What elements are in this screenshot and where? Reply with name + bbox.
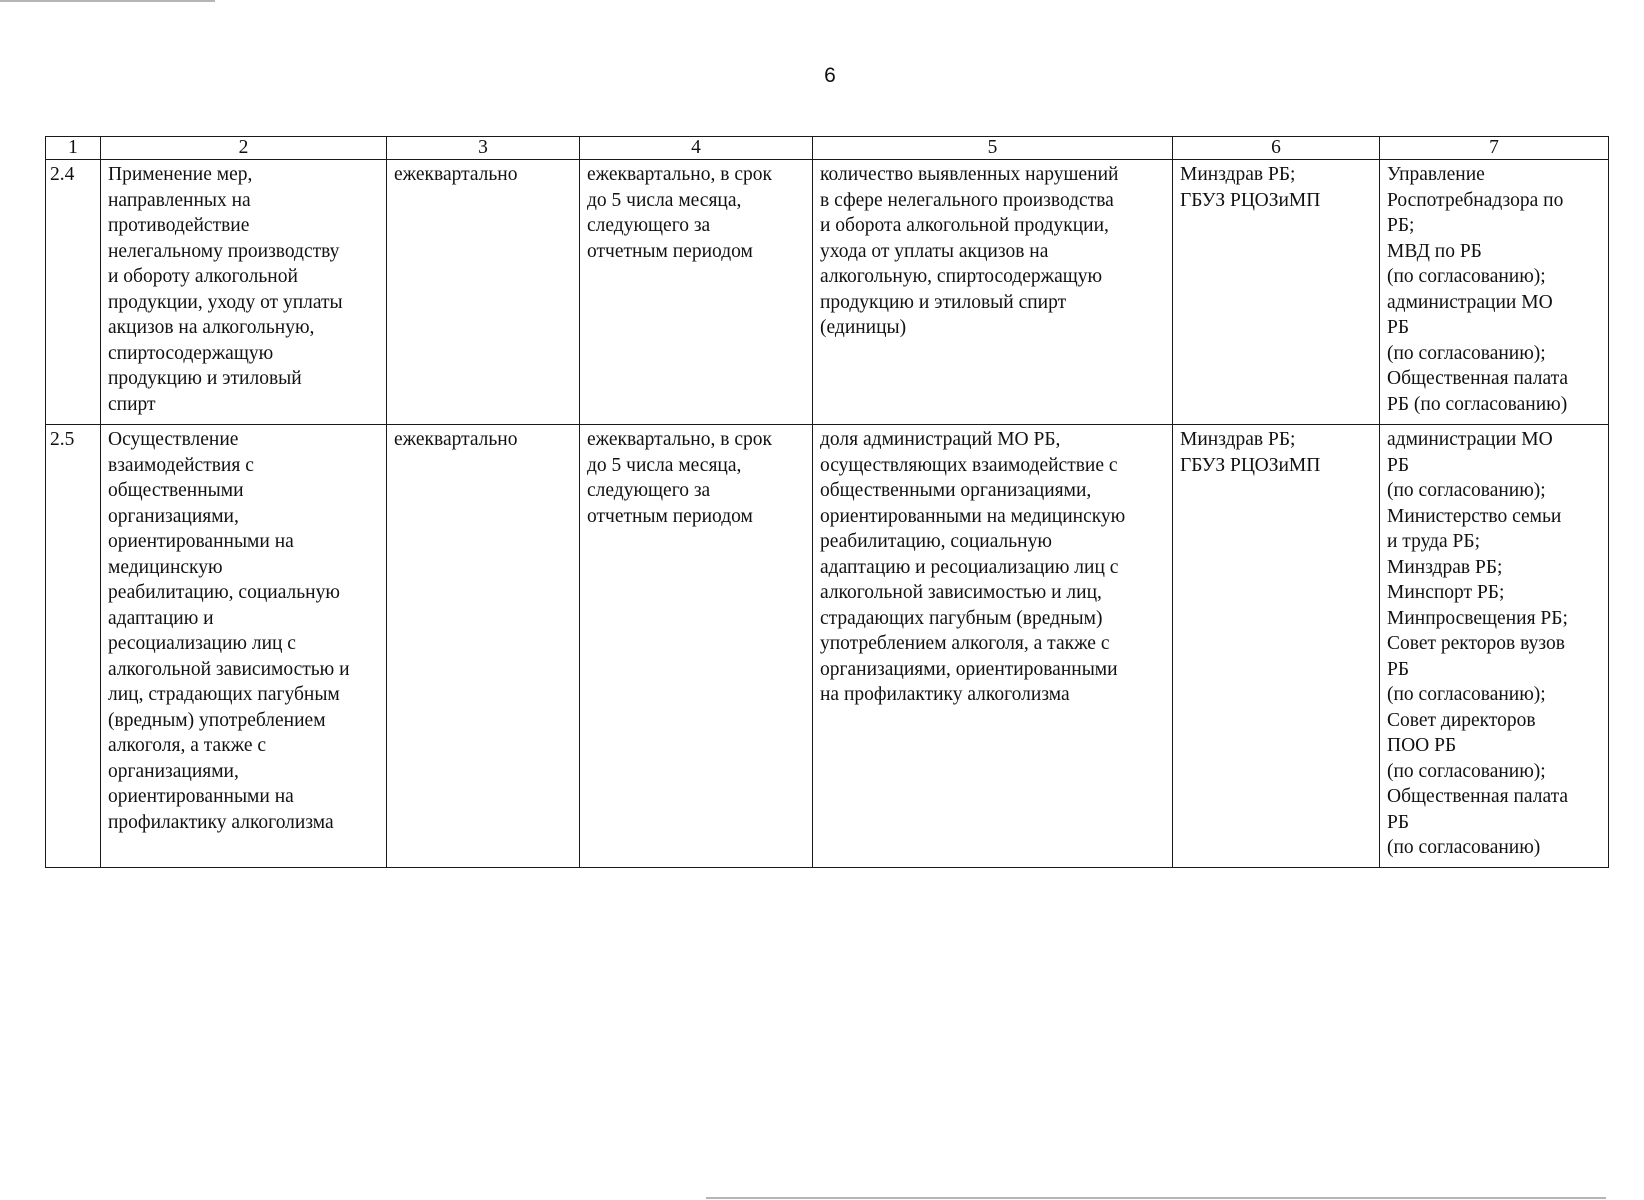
- cell-text-line: организациями,: [108, 760, 239, 782]
- table-row: [46, 160, 1609, 425]
- cell-text-line: Управление: [1387, 164, 1485, 185]
- column-number-header: 1: [46, 137, 101, 160]
- cell-text-line: и обороту алкогольной: [108, 266, 298, 287]
- cell-text-line: Совет ректоров вузов: [1387, 633, 1565, 654]
- cell-text-line: РБ: [1387, 317, 1410, 338]
- cell-text-line: РБ: [1387, 658, 1410, 680]
- cell-text-line: РБ;: [1387, 215, 1415, 236]
- cell-text-line: РБ: [1387, 454, 1410, 476]
- cell-text-line: общественными: [108, 480, 244, 501]
- cell-text-line: в сфере нелегального производства: [820, 189, 1114, 211]
- item-number: 2.4: [46, 160, 101, 425]
- cell-text-line: Общественная палата: [1387, 786, 1569, 807]
- responsible-cell: [1173, 425, 1380, 868]
- cell-text-line: алкогольную, спиртосодержащую: [820, 266, 1103, 287]
- cell-text-line: алкогольной зависимостью и: [108, 658, 350, 680]
- cell-text-line: (по согласованию);: [1387, 684, 1546, 705]
- header-row: [46, 137, 1609, 160]
- cell-text-line: до 5 числа месяца,: [587, 454, 742, 476]
- cell-text-line: (по согласованию);: [1387, 266, 1546, 287]
- cell-text-line: доля администраций МО РБ,: [820, 429, 1061, 450]
- cell-text-line: взаимодействия с: [108, 454, 254, 476]
- cell-text-line: ориентированными на: [108, 531, 294, 552]
- cell-text-line: реабилитацию, социальную: [108, 582, 340, 603]
- cell-text-line: ежеквартально, в срок: [587, 429, 772, 450]
- cell-text-line: профилактику алкоголизма: [108, 811, 334, 833]
- cell-text-line: Минпросвещения РБ;: [1387, 607, 1568, 629]
- cell-text-line: продукцию и этиловый спирт: [820, 291, 1067, 313]
- cell-text-line: администрации МО: [1387, 429, 1553, 450]
- cell-text-line: следующего за: [587, 480, 711, 501]
- measure-cell: [101, 425, 387, 868]
- cell-text-line: (по согласованию);: [1387, 342, 1546, 364]
- partners-cell: [1380, 160, 1609, 425]
- measures-table: [45, 136, 1609, 868]
- scan-edge-mark: [0, 0, 215, 2]
- cell-text-line: ежеквартально: [394, 429, 518, 450]
- cell-text-line: МВД по РБ: [1387, 240, 1482, 262]
- cell-text-line: ухода от уплаты акцизов на: [820, 240, 1049, 262]
- cell-text-line: акцизов на алкогольную,: [108, 317, 315, 338]
- column-number-header: 4: [580, 137, 813, 160]
- cell-text-line: ориентированными на медицинскую: [820, 505, 1126, 527]
- deadline-cell: [580, 425, 813, 868]
- cell-text-line: (по согласованию): [1387, 837, 1541, 858]
- cell-text-line: (по согласованию);: [1387, 480, 1546, 501]
- table-row: [46, 425, 1609, 868]
- cell-text-line: на профилактику алкоголизма: [820, 684, 1070, 705]
- cell-text-line: Минздрав РБ;: [1180, 429, 1296, 450]
- cell-text-line: осуществляющих взаимодействие с: [820, 454, 1118, 476]
- cell-text-line: (единицы): [820, 317, 907, 338]
- deadline-cell: [580, 160, 813, 425]
- column-number-header: 2: [101, 137, 387, 160]
- indicator-cell: [813, 160, 1173, 425]
- cell-text-line: продукцию и этиловый: [108, 368, 302, 389]
- cell-text-line: общественными организациями,: [820, 480, 1092, 501]
- cell-text-line: направленных на: [108, 189, 251, 211]
- cell-text-line: адаптацию и ресоциализацию лиц с: [820, 556, 1119, 578]
- cell-text-line: алкоголя, а также с: [108, 735, 267, 756]
- page-number: 6: [824, 64, 836, 87]
- cell-text-line: Министерство семьи: [1387, 505, 1562, 527]
- cell-text-line: отчетным периодом: [587, 505, 753, 527]
- table-header: [46, 137, 1609, 160]
- cell-text-line: страдающих пагубным (вредным): [820, 607, 1103, 629]
- cell-text-line: Совет директоров: [1387, 709, 1536, 731]
- cell-text-line: адаптацию и: [108, 607, 214, 629]
- cell-text-line: ПОО РБ: [1387, 735, 1457, 756]
- cell-text-line: Осуществление: [108, 429, 239, 450]
- cell-text-line: медицинскую: [108, 556, 223, 578]
- scan-edge-mark: [706, 1197, 1606, 1199]
- item-number: 2.5: [46, 425, 101, 868]
- cell-text-line: Роспотребнадзора по: [1387, 189, 1564, 211]
- measure-cell: [101, 160, 387, 425]
- partners-cell: [1380, 425, 1609, 868]
- cell-text-line: ориентированными на: [108, 786, 294, 807]
- column-number-header: 3: [387, 137, 580, 160]
- cell-text-line: Общественная палата: [1387, 368, 1569, 389]
- cell-text-line: (вредным) употреблением: [108, 709, 326, 731]
- cell-text-line: организациями,: [108, 505, 239, 527]
- column-number-header: 5: [813, 137, 1173, 160]
- cell-text-line: алкогольной зависимостью и лиц,: [820, 582, 1102, 603]
- responsible-cell: [1173, 160, 1380, 425]
- cell-text-line: РБ (по согласованию): [1387, 393, 1568, 415]
- cell-text-line: ресоциализацию лиц с: [108, 633, 296, 654]
- cell-text-line: Минспорт РБ;: [1387, 582, 1505, 603]
- cell-text-line: спиртосодержащую: [108, 342, 274, 364]
- cell-text-line: Применение мер,: [108, 164, 253, 185]
- indicator-cell: [813, 425, 1173, 868]
- cell-text-line: отчетным периодом: [587, 240, 753, 262]
- cell-text-line: ГБУЗ РЦОЗиМП: [1180, 189, 1321, 211]
- periodicity-cell: [387, 160, 580, 425]
- cell-text-line: РБ: [1387, 811, 1410, 833]
- cell-text-line: и труда РБ;: [1387, 531, 1480, 552]
- cell-text-line: количество выявленных нарушений: [820, 164, 1119, 185]
- cell-text-line: ежеквартально, в срок: [587, 164, 772, 185]
- cell-text-line: противодействие: [108, 215, 250, 236]
- cell-text-line: Минздрав РБ;: [1387, 556, 1503, 578]
- cell-text-line: организациями, ориентированными: [820, 658, 1118, 680]
- cell-text-line: следующего за: [587, 215, 711, 236]
- cell-text-line: администрации МО: [1387, 291, 1553, 313]
- cell-text-line: Минздрав РБ;: [1180, 164, 1296, 185]
- cell-text-line: (по согласованию);: [1387, 760, 1546, 782]
- cell-text-line: ГБУЗ РЦОЗиМП: [1180, 454, 1321, 476]
- cell-text-line: продукции, уходу от уплаты: [108, 291, 343, 313]
- cell-text-line: ежеквартально: [394, 164, 518, 185]
- cell-text-line: до 5 числа месяца,: [587, 189, 742, 211]
- cell-text-line: спирт: [108, 393, 156, 415]
- periodicity-cell: [387, 425, 580, 868]
- column-number-header: 6: [1173, 137, 1380, 160]
- cell-text-line: лиц, страдающих пагубным: [108, 684, 340, 705]
- cell-text-line: употреблением алкоголя, а также с: [820, 633, 1110, 654]
- column-number-header: 7: [1380, 137, 1609, 160]
- cell-text-line: реабилитацию, социальную: [820, 531, 1052, 552]
- cell-text-line: нелегальному производству: [108, 240, 340, 262]
- cell-text-line: и оборота алкогольной продукции,: [820, 215, 1109, 236]
